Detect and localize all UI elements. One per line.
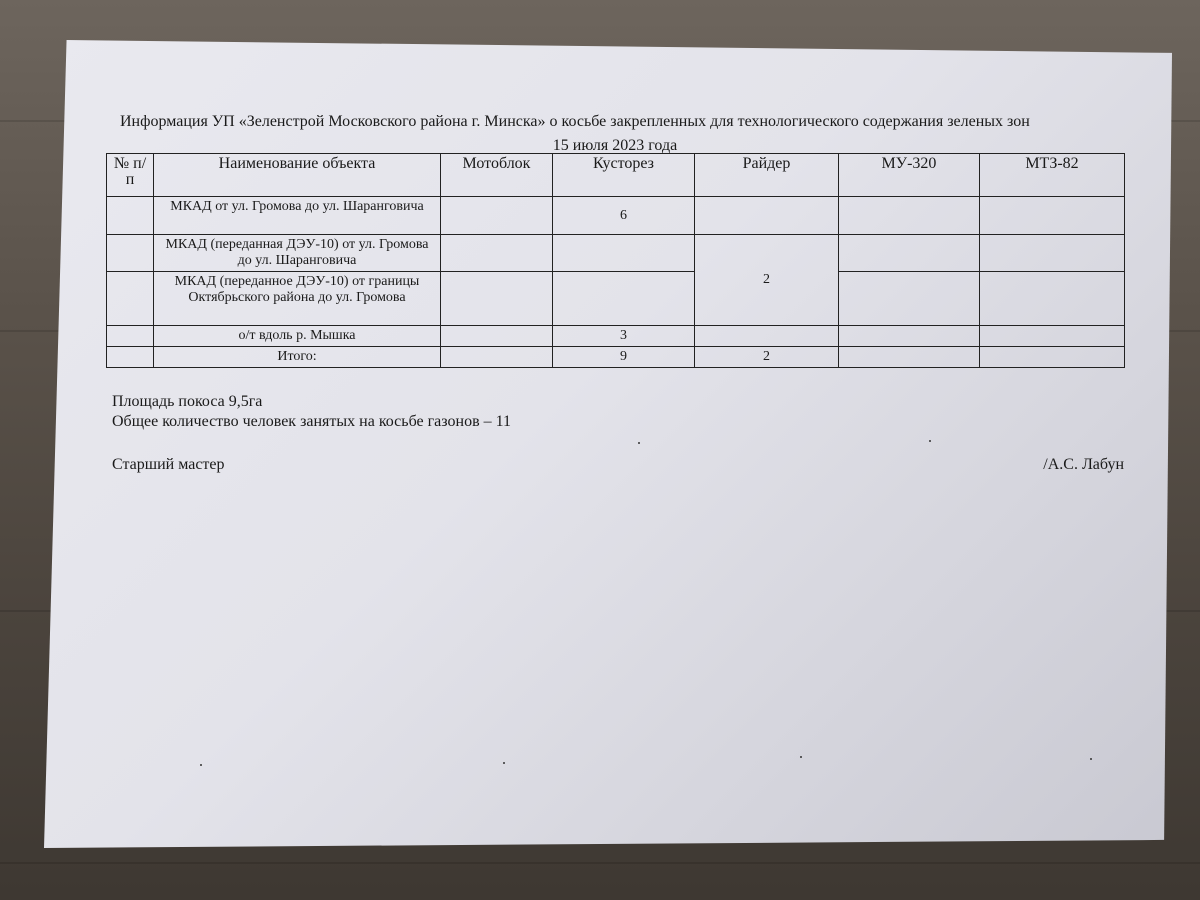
header-raider: Райдер (695, 154, 839, 197)
row-motoblok (441, 235, 553, 272)
paper-speck (800, 756, 802, 758)
row-mtz82 (980, 272, 1125, 326)
row-raider-merged: 2 (695, 235, 839, 326)
row-kustorez: 6 (553, 197, 695, 235)
row-name: МКАД (переданное ДЭУ-10) от границы Октябрьского района до ул. Громова (154, 272, 441, 326)
header-motoblok: Мотоблок (441, 154, 553, 197)
row-mu320 (839, 326, 980, 347)
table-header-row (107, 154, 1125, 197)
row-mu320 (839, 272, 980, 326)
total-raider: 2 (695, 347, 839, 368)
paper-speck (1090, 758, 1092, 760)
table-total-row (107, 347, 1125, 368)
table-row (107, 235, 1125, 272)
row-kustorez: 3 (553, 326, 695, 347)
header-name: Наименование объекта (154, 154, 441, 197)
notes (106, 392, 1124, 432)
mowing-area: Площадь покоса 9,5га (112, 393, 263, 410)
total-label: Итого: (154, 347, 441, 368)
row-kustorez (553, 235, 695, 272)
row-mtz82 (980, 235, 1125, 272)
table-row (107, 197, 1125, 235)
signature-name: /А.С. Лабун (1043, 456, 1124, 473)
total-motoblok (441, 347, 553, 368)
people-count: Общее количество человек занятых на косьбе газонов – 11 (112, 413, 512, 430)
row-kustorez (553, 272, 695, 326)
row-name: МКАД (переданная ДЭУ-10) от ул. Громова до ул. Шаранговича (154, 235, 441, 272)
paper-speck (929, 440, 931, 442)
table-row (107, 272, 1125, 326)
paper-speck (503, 762, 505, 764)
table-row (107, 326, 1125, 347)
row-motoblok (441, 197, 553, 235)
total-mtz82 (980, 347, 1125, 368)
row-num (107, 197, 154, 235)
total-mu320 (839, 347, 980, 368)
signature-position: Старший мастер (112, 456, 225, 473)
document-title: Информация УП «Зеленстрой Московского района г. Минска» о косьбе закрепленных для технологического содержания зеленых зон (120, 113, 1030, 130)
row-num (107, 272, 154, 326)
header-mu320: МУ-320 (839, 154, 980, 197)
mowing-table (106, 153, 1125, 368)
desk-grain (0, 862, 1200, 864)
paper-speck (200, 764, 202, 766)
total-kustorez: 9 (553, 347, 695, 368)
header-mtz82: МТЗ-82 (980, 154, 1125, 197)
row-mu320 (839, 235, 980, 272)
signature-line (106, 456, 1124, 474)
row-name: о/т вдоль р. Мышка (154, 326, 441, 347)
row-mtz82 (980, 197, 1125, 235)
row-raider (695, 197, 839, 235)
row-num (107, 326, 154, 347)
header-num: № п/п (107, 154, 154, 197)
document-date: 15 июля 2023 года (552, 137, 678, 154)
row-name: МКАД от ул. Громова до ул. Шаранговича (154, 197, 441, 235)
row-motoblok (441, 326, 553, 347)
row-raider (695, 326, 839, 347)
row-motoblok (441, 272, 553, 326)
row-mtz82 (980, 326, 1125, 347)
document (106, 112, 1124, 474)
paper-speck (638, 442, 640, 444)
total-num (107, 347, 154, 368)
row-num (107, 235, 154, 272)
row-mu320 (839, 197, 980, 235)
header-kustorez: Кусторез (553, 154, 695, 197)
